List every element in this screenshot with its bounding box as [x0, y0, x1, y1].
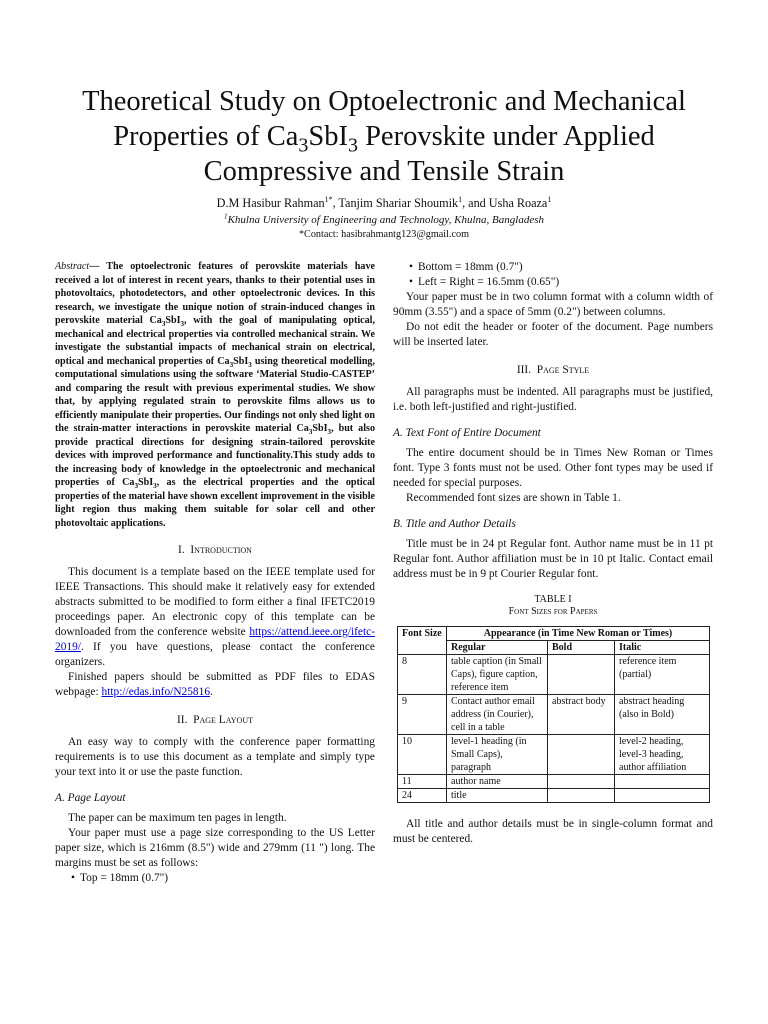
table-caption [393, 594, 713, 618]
header-bold: Bold [548, 641, 615, 655]
title-line-2 [40, 119, 728, 157]
subscript: 3 [134, 482, 138, 491]
abstract-text: The optoelectronic features of perovskite materials have received a lot of interest in recent years, thanks to their potential uses in photovoltaics, photodetectors, and other optoelectronic devices. In this research, we investigate the unique notion of strain-induced changes in perovskite material Ca [55, 261, 375, 326]
subscript: 3 [327, 428, 332, 437]
cell-italic: abstract heading (also in Bold) [615, 695, 710, 735]
subscript: 3 [153, 482, 157, 491]
abstract-text: , but also provide practical directions for designing strain-tailored perovskite devices with improved performance and functionality.This study adds to the increasing body of knowledge in the optoelectronic and mechanical properties of Ca [55, 423, 375, 488]
section-title: Page Style [536, 364, 590, 376]
table-number: TABLE I [534, 594, 572, 605]
abstract-text: , with the goal of manipulating optical, mechanical and electrical properties via controlled mechanical strain. We investigate the substantial impacts of mechanical strain on electrical, optical and mechanical properties of Ca [55, 315, 375, 367]
cell-size: 9 [398, 695, 447, 735]
abstract-text: using theoretical modelling, computational simulations using the software ‘Material Studio-CASTEP’ and comparing the result with previous experimental studies. We show that, by applying regulated strain to perovskite films allows us to efficiently manipulate their properties. Our findings not only shed light on the strain-matter interactions in perovskite material Ca [55, 355, 376, 434]
edas-link[interactable]: http://edas.info/N25816 [101, 686, 211, 698]
cell-regular: title [447, 789, 548, 803]
subscript: 3 [180, 320, 185, 329]
left-column [55, 260, 375, 886]
section-title: Page Layout [193, 714, 253, 726]
cell-regular: table caption (in Small Caps), figure caption, reference item [447, 655, 548, 695]
abstract-text: SbI [233, 355, 249, 367]
table-row [398, 655, 710, 695]
table-row [398, 695, 710, 735]
paragraph: An easy way to comply with the conference paper formatting requirements is to use this document as a template and simply type your text into it or use the paste function. [55, 736, 375, 778]
cell-size: 10 [398, 735, 447, 775]
subsection-heading: A. Page Layout [55, 792, 126, 804]
paragraph [55, 565, 375, 670]
author-list [40, 196, 728, 210]
section-heading-page-style [393, 363, 713, 378]
cell-bold: abstract body [548, 695, 615, 735]
title-text: Properties of Ca [113, 121, 299, 152]
cell-bold [548, 775, 615, 789]
abstract-dash: — [89, 261, 107, 272]
author-sup: 1 [458, 194, 463, 204]
paragraph-text: Finished papers should be submitted as PDF files to EDAS webpage: [55, 671, 375, 698]
list-item: • Left = Right = 16.5mm (0.65") [409, 275, 713, 290]
table-row [398, 775, 710, 789]
author-name: D.M Hasibur Rahman [216, 196, 325, 210]
title-line-1: Theoretical Study on Optoelectronic and Mechanical [82, 86, 686, 117]
list-item: • Bottom = 18mm (0.7") [409, 260, 713, 275]
cell-regular: level-1 heading (in Small Caps), paragraph [447, 735, 548, 775]
author-name: , and Usha Roaza [462, 196, 548, 210]
subscript: 3 [308, 428, 313, 437]
paper-title [40, 84, 728, 189]
subsection-heading: B. Title and Author Details [393, 518, 516, 530]
contact-email: *Contact: hasibrahmantg123@gmail.com [298, 229, 470, 240]
cell-bold [548, 735, 615, 775]
cell-regular: author name [447, 775, 548, 789]
margin-list [55, 871, 375, 886]
table-header-row [398, 627, 710, 641]
abstract-text: , as the electrical properties and the optical properties of the material have shown excellent improvement in the visible light region thus making them suitable for solar cell and other photovoltaic applications. [55, 477, 375, 529]
subsection-heading: A. Text Font of Entire Document [393, 427, 541, 439]
paragraph: All title and author details must be in single-column format and must be centered. [393, 818, 713, 845]
title-line-3: Compressive and Tensile Strain [203, 156, 565, 187]
affil-sup: 1 [223, 212, 228, 221]
table-title: Font Sizes for Papers [508, 606, 598, 617]
paragraph: The paper can be maximum ten pages in length. [68, 812, 287, 824]
section-number: I. [178, 544, 185, 556]
abstract-text: SbI [312, 423, 328, 434]
abstract-text: SbI [165, 315, 181, 326]
section-number: III. [516, 364, 532, 376]
paragraph: All paragraphs must be indented. All paragraphs must be justified, i.e. both left-justified and right-justified. [393, 386, 713, 413]
header-italic: Italic [615, 641, 710, 655]
author-sup: 1 [547, 194, 552, 204]
section-number: II. [177, 714, 188, 726]
conference-website-link[interactable]: https://attend.ieee.org/ifetc-2019/ [55, 626, 375, 653]
subscript: 3 [298, 134, 309, 157]
cell-italic: reference item (partial) [615, 655, 710, 695]
author-affiliation [40, 214, 728, 226]
author-sup: 1* [324, 194, 333, 204]
paragraph-text: . If you have questions, please contact the conference organizers. [55, 641, 375, 668]
paragraph: The entire document should be in Times New Roman or Times font. Type 3 fonts must not be used. Other font types may be used if needed for special purposes. [393, 447, 713, 489]
title-text: Perovskite under Applied [357, 121, 655, 152]
cell-size: 11 [398, 775, 447, 789]
right-column [393, 260, 713, 847]
subscript: 3 [248, 360, 252, 369]
paragraph-text: This document is a template based on the IEEE template used for IEEE Transactions. This should make it relatively easy for extended abstracts submitted to be modified to form either a final IFETC2019 proceedings paper. An electronic copy of this template can be downloaded from the conference website [55, 566, 375, 638]
author-name: , Tanjim Shariar Shoumik [332, 196, 459, 210]
abstract [55, 260, 375, 530]
header-regular: Regular [447, 641, 548, 655]
paragraph: Your paper must be in two column format with a column width of 90mm (3.55") and a space of 5mm (0.2") between columns. [393, 291, 713, 318]
paragraph: Recommended font sizes are shown in Table 1. [406, 492, 621, 504]
paragraph [55, 670, 375, 700]
subscript: 3 [347, 134, 358, 157]
abstract-lead: Abstract [55, 261, 90, 272]
subscript: 3 [229, 360, 234, 369]
section-heading-introduction [55, 543, 375, 558]
list-item: • Top = 18mm (0.7") [71, 871, 375, 886]
cell-bold [548, 789, 615, 803]
margin-list-continued [393, 260, 713, 290]
cell-size: 24 [398, 789, 447, 803]
section-heading-page-layout [55, 713, 375, 728]
abstract-text: SbI [138, 477, 154, 488]
cell-regular: Contact author email address (in Courier), cell in a table [447, 695, 548, 735]
section-title: Introduction [190, 544, 252, 556]
cell-italic: level-2 heading, level-3 heading, author affiliation [615, 735, 710, 775]
cell-size: 8 [398, 655, 447, 695]
title-text: SbI [308, 121, 348, 152]
affil-text: Khulna University of Engineering and Technology, Khulna, Bangladesh [227, 214, 544, 226]
paragraph-text: . [210, 686, 213, 698]
header-font-size: Font Size [398, 627, 447, 655]
cell-italic [615, 789, 710, 803]
paragraph: Title must be in 24 pt Regular font. Author name must be in 11 pt Regular font. Author affiliation must be in 10 pt Italic. Contact email address must be in 9 pt Courier Regular font. [393, 538, 713, 580]
header-appearance: Appearance (in Time New Roman or Times) [447, 627, 710, 641]
cell-italic [615, 775, 710, 789]
subscript: 3 [161, 320, 166, 329]
paragraph: Your paper must use a page size corresponding to the US Letter paper size, which is 216mm (8.5") wide and 279mm (11 ") long. The margins must be set as follows: [55, 827, 375, 869]
cell-bold [548, 655, 615, 695]
font-size-table [397, 626, 710, 803]
paragraph: Do not edit the header or footer of the document. Page numbers will be inserted later. [393, 321, 713, 348]
table-row [398, 735, 710, 775]
table-row [398, 789, 710, 803]
